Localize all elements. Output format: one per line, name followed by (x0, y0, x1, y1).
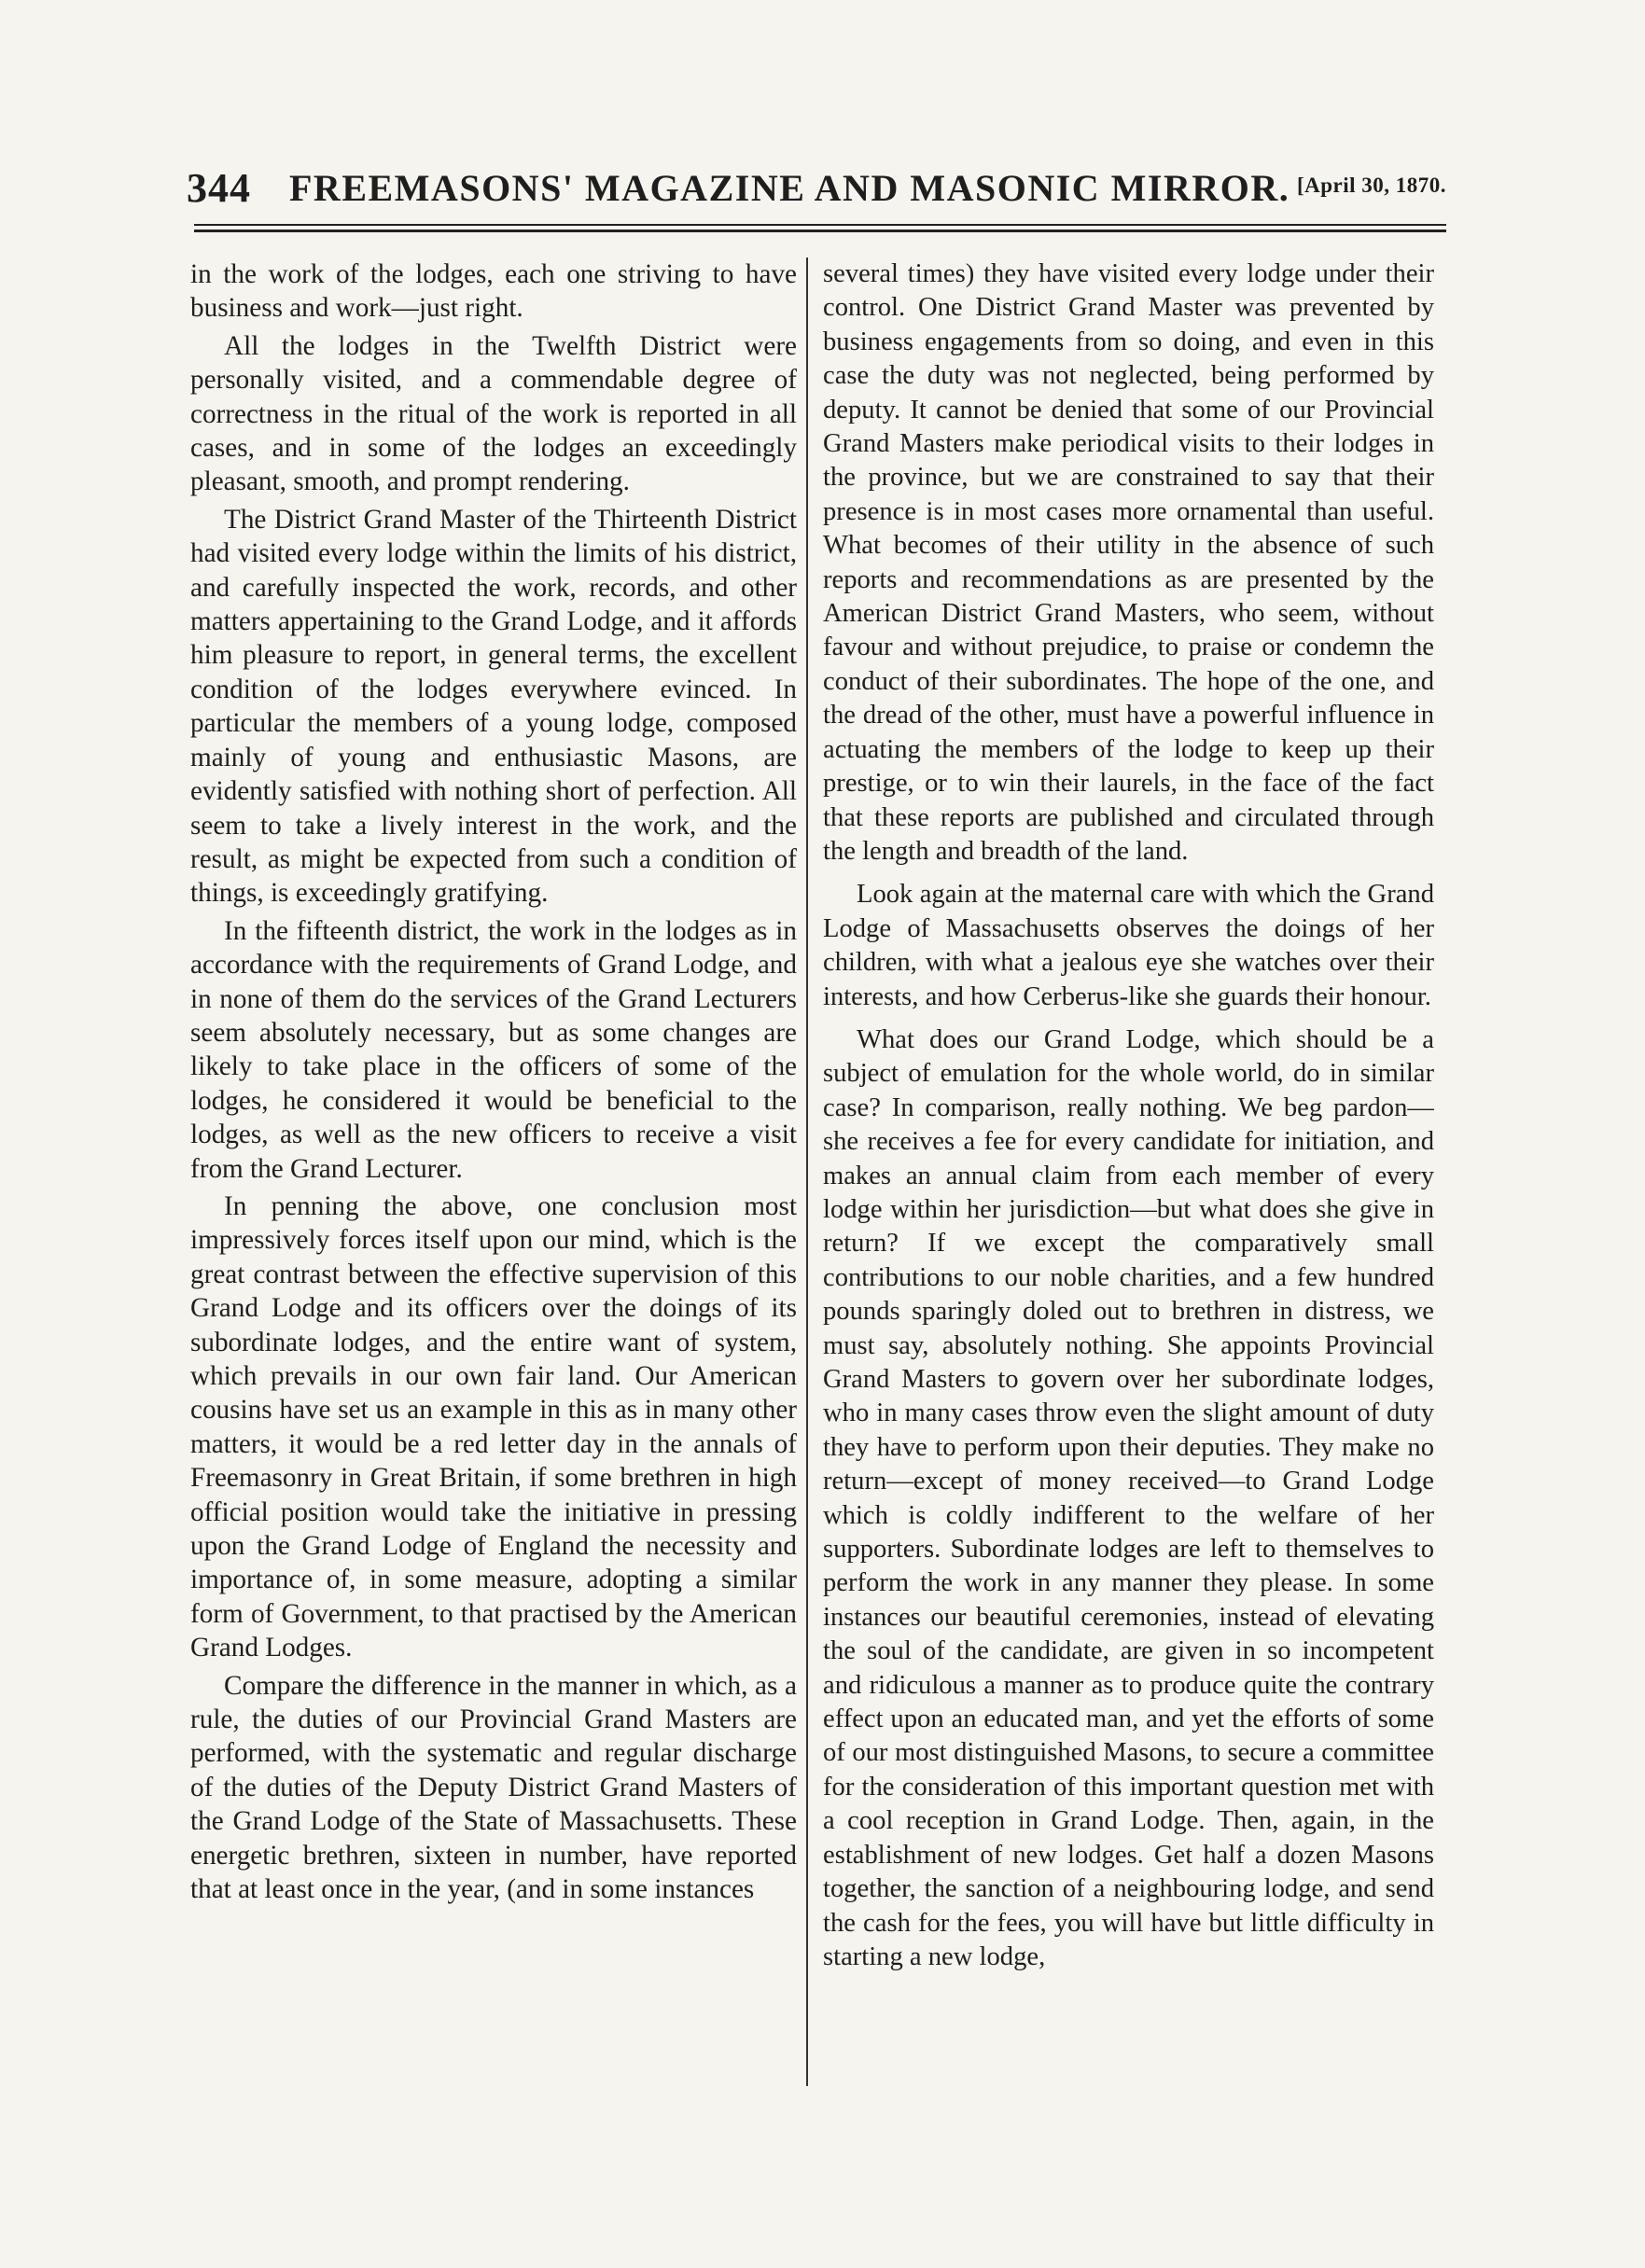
paragraph: In penning the above, one conclusion most impressively forces itself upon our mind, which is the great contrast between the effective supervision of this Grand Lodge and its officers over the doings of its subordinate lodges, and the entire want of system, which prevails in our own fair land. Our American cousins have set us an example in this as in many other matters, it would be a red letter day in the annals of Freemasonry in Great Britain, if some brethren in high official position would take the initiative in pressing upon the Grand Lodge of England the necessity and importance of, in some measure, adopting a similar form of Government, to that practised by the American Grand Lodges. (190, 1190, 797, 1663)
running-title: FREEMASONS' MAGAZINE AND MASONIC MIRROR. (289, 167, 1290, 209)
header-rule-thick (194, 230, 1446, 232)
paragraph: Look again at the maternal care with which the Grand Lodge of Massachusetts observes the doings of her children, with what a jealous eye she watches over their interests, and how Cerberus-like she guards their honour. (823, 880, 1434, 1011)
paragraph: in the work of the lodges, each one striving to have business and work—just right. (190, 259, 797, 324)
paragraph: The District Grand Master of the Thirteenth District had visited every lodge within the limits of his district, and carefully inspected the work, records, and other matters appertaining to the Grand Lodge, and it affords him pleasure to report, in general terms, the excellent condition of the lodges everywhere evinced. In particular the members of a young lodge, composed mainly of young and enthusiastic Masons, are evidently satisfied with nothing short of perfection. All seem to take a lively interest in the work, and the result, as might be expected from such a condition of things, is exceedingly gratifying. (190, 504, 797, 909)
page-number: 344 (187, 165, 251, 211)
paragraph: In the fifteenth district, the work in the lodges as in accordance with the requirements of Grand Lodge, and in none of them do the services of the Grand Lecturers seem absolutely necessary, but as some changes are likely to take place in the officers of some of the lodges, he considered it would be beneficial to the lodges, as well as the new officers to receive a visit from the Grand Lecturer. (190, 915, 797, 1184)
left-column (190, 257, 797, 2077)
paragraph: All the lodges in the Twelfth District were personally visited, and a commendable degree of correctness in the ritual of the work is reported in all cases, and in some of the lodges an exceedingly pleasant, smooth, and prompt rendering. (190, 330, 797, 497)
column-divider (806, 257, 808, 2086)
header-rule-thin (194, 224, 1446, 226)
running-header (187, 164, 1456, 216)
paragraph: several times) they have visited every lodge under their control. One District Grand Master was prevented by business engagements from so doing, and even in this case the duty was not neglected, being performed by deputy. It cannot be denied that some of our Provincial Grand Masters make periodical visits to their lodges in the province, but we are constrained to say that their presence is in most cases more ornamental than useful. What becomes of their utility in the absence of such reports and recommendations as are presented by the American District Grand Masters, who seem, without favour and without prejudice, to praise or condemn the conduct of their subordinates. The hope of the one, and the dread of the other, must have a powerful influence in actuating the members of the lodge to keep up their prestige, or to win their laurels, in the face of the fact that these reports are published and circulated through the length and breadth of the land. (823, 259, 1434, 866)
issue-date: [April 30, 1870. (1296, 174, 1446, 197)
right-column (823, 257, 1434, 2077)
paragraph: Compare the difference in the manner in which, as a rule, the duties of our Provincial Grand Masters are performed, with the systematic and regular discharge of the duties of the Deputy District Grand Masters of the Grand Lodge of the State of Massachusetts. These energetic brethren, sixteen in number, have reported that at least once in the year, (and in some instances (190, 1670, 797, 1905)
paragraph: What does our Grand Lodge, which should be a subject of emulation for the whole world, do in similar case? In comparison, really nothing. We beg pardon—she receives a fee for every candidate for initiation, and makes an annual claim from each member of every lodge within her jurisdiction—but what does she give in return? If we except the comparatively small contributions to our noble charities, and a few hundred pounds sparingly doled out to brethren in distress, we must say, absolutely nothing. She appoints Provincial Grand Masters to govern over her subordinate lodges, who in many cases throw even the slight amount of duty they have to perform upon their deputies. They make no return—except of money received—to Grand Lodge which is coldly indifferent to the welfare of her supporters. Subordinate lodges are left to themselves to perform the work in any manner they please. In some instances our beautiful ceremonies, instead of elevating the soul of the candidate, are given in so incompetent and ridiculous a manner as to produce quite the contrary effect upon an educated man, and yet the efforts of some of our most distinguished Masons, to secure a committee for the consideration of this important question met with a cool reception in Grand Lodge. Then, again, in the establishment of new lodges. Get half a dozen Masons together, the sanction of a neighbouring lodge, and send the cash for the fees, you will have but little difficulty in starting a new lodge, (823, 1024, 1434, 1971)
